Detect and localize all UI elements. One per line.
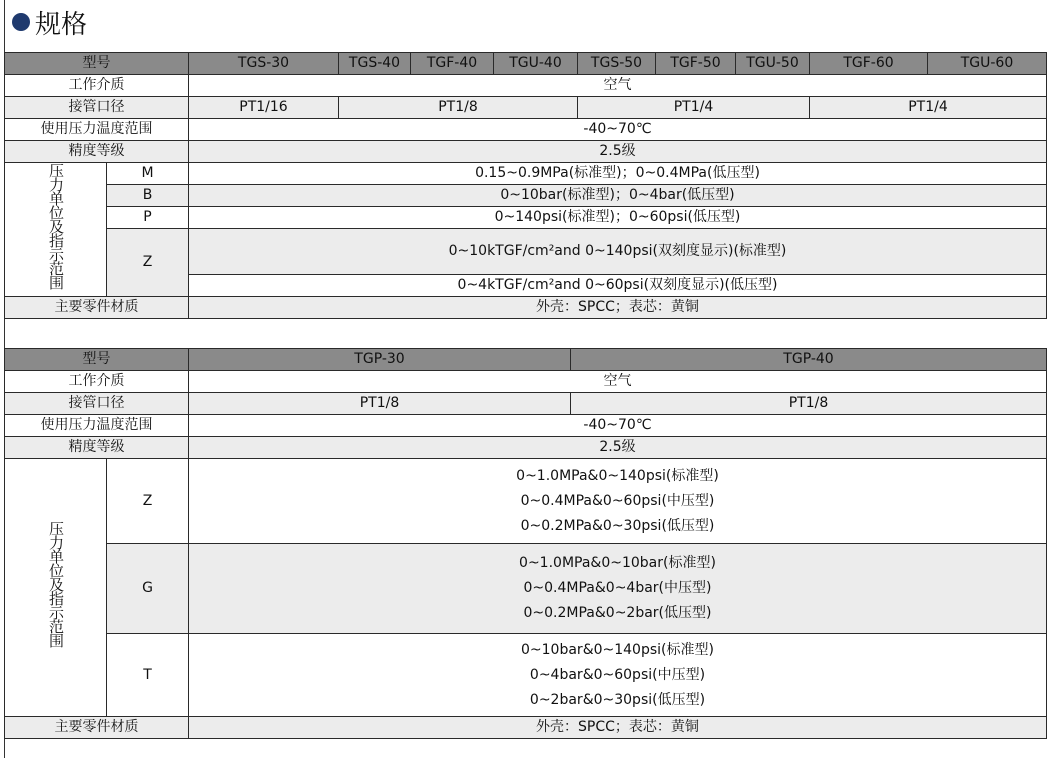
range-value: 0~140psi(标准型)；0~60psi(低压型) xyxy=(189,207,1047,229)
unit-cell: Z xyxy=(107,229,189,297)
range-line: 0~1.0MPa&0~10bar(标准型) xyxy=(519,555,716,571)
accuracy-label: 精度等级 xyxy=(5,141,189,163)
material-row xyxy=(5,297,1047,319)
material-value: 外壳：SPCC；表芯：黄铜 xyxy=(189,717,1047,739)
range-row xyxy=(5,229,1047,275)
range-line: 0~10bar&0~140psi(标准型) xyxy=(521,641,714,658)
port-value: PT1/8 xyxy=(189,393,571,415)
model-cell: TGF-50 xyxy=(656,53,736,75)
model-cell: TGU-50 xyxy=(736,53,810,75)
range-line: 0~0.4MPa&0~4bar(中压型) xyxy=(523,580,712,596)
range-value: 0.15~0.9MPa(标准型)；0~0.4MPa(低压型) xyxy=(189,163,1047,185)
medium-label: 工作介质 xyxy=(5,371,189,393)
medium-value: 空气 xyxy=(189,75,1047,97)
range-value xyxy=(189,634,1047,717)
temp-label: 使用压力温度范围 xyxy=(5,119,189,141)
temp-value: -40~70℃ xyxy=(189,119,1047,141)
range-value: 0~10bar(标准型)；0~4bar(低压型) xyxy=(189,185,1047,207)
accuracy-value: 2.5级 xyxy=(189,141,1047,163)
medium-row xyxy=(5,75,1047,97)
material-value: 外壳：SPCC；表芯：黄铜 xyxy=(189,297,1047,319)
range-line: 0~4bar&0~60psi(中压型) xyxy=(529,666,706,683)
port-value: PT1/8 xyxy=(339,97,578,119)
material-row xyxy=(5,717,1047,739)
port-row xyxy=(5,97,1047,119)
temp-row xyxy=(5,119,1047,141)
material-label: 主要零件材质 xyxy=(5,717,189,739)
model-cell: TGS-40 xyxy=(339,53,411,75)
model-label: 型号 xyxy=(5,53,189,75)
port-value: PT1/8 xyxy=(571,393,1047,415)
range-row xyxy=(5,634,1047,717)
unit-cell: G xyxy=(107,544,189,634)
model-cell: TGP-30 xyxy=(189,349,571,371)
medium-value: 空气 xyxy=(189,371,1047,393)
range-line: 0~0.2MPa&0~2bar(低压型) xyxy=(523,605,712,621)
model-cell: TGP-40 xyxy=(571,349,1047,371)
port-value: PT1/16 xyxy=(189,97,339,119)
medium-label: 工作介质 xyxy=(5,75,189,97)
range-label: 压力单位及指示范围 xyxy=(5,163,107,297)
model-cell: TGS-30 xyxy=(189,53,339,75)
model-cell: TGF-60 xyxy=(810,53,928,75)
unit-cell: Z xyxy=(107,459,189,544)
port-value: PT1/4 xyxy=(578,97,810,119)
unit-cell: B xyxy=(107,185,189,207)
medium-row xyxy=(5,371,1047,393)
range-value: 0~10kTGF/cm²and 0~140psi(双刻度显示)(标准型) xyxy=(189,229,1047,275)
range-row xyxy=(5,185,1047,207)
range-label: 压力单位及指示范围 xyxy=(5,459,107,717)
accuracy-label: 精度等级 xyxy=(5,437,189,459)
model-row xyxy=(5,349,1047,371)
port-label: 接管口径 xyxy=(5,97,189,119)
port-label: 接管口径 xyxy=(5,393,189,415)
range-line: 0~1.0MPa&0~140psi(标准型) xyxy=(516,467,719,484)
temp-label: 使用压力温度范围 xyxy=(5,415,189,437)
range-row xyxy=(5,544,1047,634)
temp-row xyxy=(5,415,1047,437)
range-row xyxy=(5,459,1047,544)
model-label: 型号 xyxy=(5,349,189,371)
port-row xyxy=(5,393,1047,415)
heading-text: 规格 xyxy=(35,9,88,40)
spec-table-1 xyxy=(4,52,1047,319)
accuracy-value: 2.5级 xyxy=(189,437,1047,459)
range-line: 0~2bar&0~30psi(低压型) xyxy=(529,691,706,708)
section-heading xyxy=(12,2,87,42)
range-row xyxy=(5,207,1047,229)
unit-cell: T xyxy=(107,634,189,717)
spec-table-2 xyxy=(4,348,1047,739)
model-cell: TGS-50 xyxy=(578,53,656,75)
unit-cell: P xyxy=(107,207,189,229)
unit-cell: M xyxy=(107,163,189,185)
bullet-icon xyxy=(12,13,30,31)
model-cell: TGU-60 xyxy=(928,53,1047,75)
range-value xyxy=(189,459,1047,544)
accuracy-row xyxy=(5,437,1047,459)
model-row xyxy=(5,53,1047,75)
model-cell: TGF-40 xyxy=(411,53,494,75)
temp-value: -40~70℃ xyxy=(189,415,1047,437)
range-value: 0~4kTGF/cm²and 0~60psi(双刻度显示)(低压型) xyxy=(189,275,1047,297)
port-value: PT1/4 xyxy=(810,97,1047,119)
range-value xyxy=(189,544,1047,634)
range-line: 0~0.4MPa&0~60psi(中压型) xyxy=(520,492,715,509)
range-row xyxy=(5,163,1047,185)
accuracy-row xyxy=(5,141,1047,163)
model-cell: TGU-40 xyxy=(494,53,578,75)
material-label: 主要零件材质 xyxy=(5,297,189,319)
range-line: 0~0.2MPa&0~30psi(低压型) xyxy=(520,517,715,534)
